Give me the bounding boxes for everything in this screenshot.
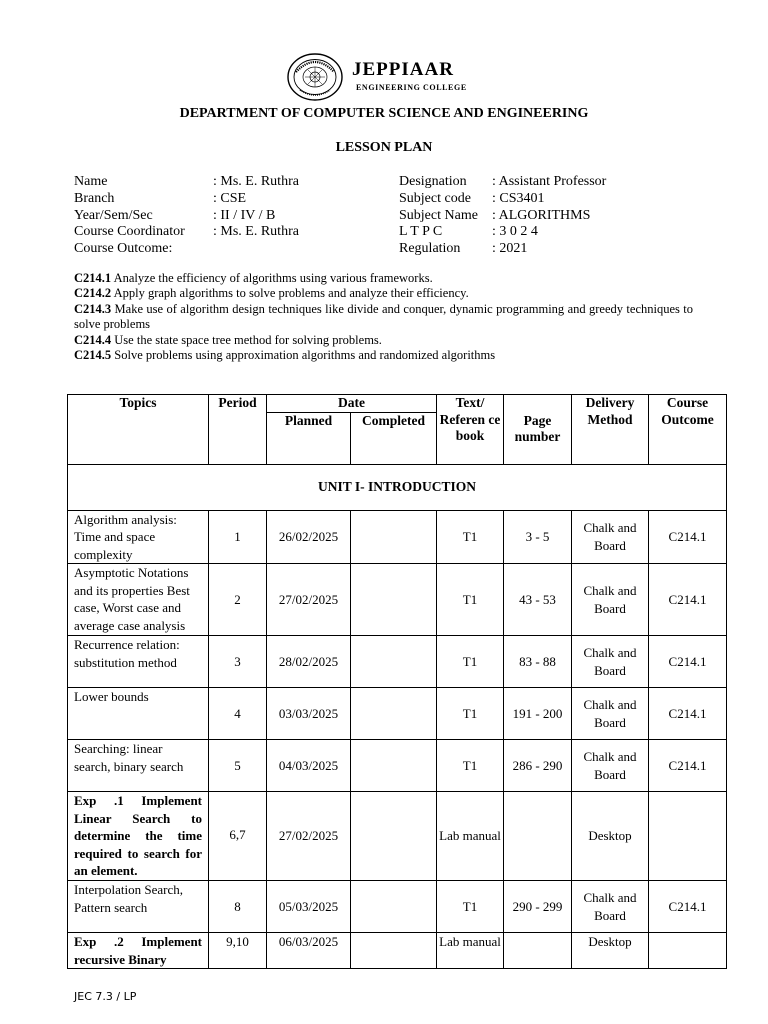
college-seal-logo: [286, 52, 344, 102]
info-label: Regulation: [399, 241, 461, 257]
info-row: [399, 191, 606, 208]
table-row: [68, 564, 727, 636]
page-number-cell: [504, 933, 572, 969]
outcome-item: [74, 333, 693, 348]
completed-date-cell: [351, 564, 437, 636]
topic-cell: Recurrence relation: substitution method: [68, 636, 209, 688]
info-row: [399, 208, 606, 225]
department-title: DEPARTMENT OF COMPUTER SCIENCE AND ENGINEERING: [179, 106, 589, 121]
topic-cell: Searching: linear search, binary search: [68, 740, 209, 792]
lesson-plan-table: [67, 394, 727, 969]
table-row: [68, 740, 727, 792]
period-cell: 5: [209, 740, 267, 792]
reference-cell: T1: [437, 740, 504, 792]
page-title: LESSON PLAN: [335, 140, 433, 155]
reference-cell: T1: [437, 636, 504, 688]
outcome-item: [74, 302, 693, 333]
info-label: Year/Sem/Sec: [74, 207, 153, 223]
header-text-ref: Text/ Referen ce book: [437, 395, 504, 465]
page-number-cell: 83 - 88: [504, 636, 572, 688]
info-value: : ALGORITHMS: [492, 207, 591, 223]
info-row: [399, 241, 606, 258]
planned-date-cell: 28/02/2025: [267, 636, 351, 688]
period-cell: 4: [209, 688, 267, 740]
table-row: [68, 933, 727, 969]
info-value: : 3 0 2 4: [492, 224, 538, 240]
planned-date-cell: 05/03/2025: [267, 881, 351, 933]
period-cell: 3: [209, 636, 267, 688]
course-outcome-cell: C214.1: [649, 510, 727, 564]
page-number-cell: 191 - 200: [504, 688, 572, 740]
info-value: : Ms. E. Ruthra: [213, 174, 299, 189]
table-header-row: [68, 395, 727, 413]
info-value: : CS3401: [492, 190, 545, 206]
reference-cell: T1: [437, 564, 504, 636]
outcome-item: [74, 348, 693, 363]
period-cell: 9,10: [209, 933, 267, 969]
planned-date-cell: 27/02/2025: [267, 564, 351, 636]
info-label: Subject code: [399, 190, 471, 206]
completed-date-cell: [351, 740, 437, 792]
outcome-item: [74, 271, 693, 286]
topic-cell: Asymptotic Notations and its properties Best case, Worst case and average case analysis: [68, 564, 209, 636]
outcome-code: C214.3: [74, 301, 112, 316]
header-page-number: Page number: [504, 395, 572, 465]
reference-cell: T1: [437, 688, 504, 740]
outcome-text: Solve problems using approximation algorithms and randomized algorithms: [111, 348, 496, 363]
info-row: [74, 208, 299, 225]
topic-cell: Algorithm analysis: Time and space complexity: [68, 510, 209, 564]
unit-title: UNIT I- INTRODUCTION: [68, 464, 727, 510]
planned-date-cell: 26/02/2025: [267, 510, 351, 564]
planned-date-cell: 06/03/2025: [267, 933, 351, 969]
outcome-text: Make use of algorithm design techniques like divide and conquer, dynamic programming and greedy techniques to solve problems: [74, 301, 693, 332]
course-outcome-cell: [649, 792, 727, 881]
delivery-method-cell: Desktop: [572, 933, 649, 969]
course-outcome-cell: C214.1: [649, 740, 727, 792]
topic-cell: Exp .1 Implement Linear Search to determine the time required to search for an element.: [68, 792, 209, 881]
table-row: [68, 792, 727, 881]
info-value: : Ms. E. Ruthra: [213, 224, 299, 240]
info-value: : Assistant Professor: [492, 174, 607, 189]
reference-cell: Lab manual: [437, 933, 504, 969]
header-completed: Completed: [351, 412, 437, 464]
info-value: : II / IV / B: [213, 207, 276, 223]
table-body: [68, 510, 727, 969]
info-row: [399, 174, 606, 191]
header-delivery-method: Delivery Method: [572, 395, 649, 465]
table-row: [68, 881, 727, 933]
page-number-cell: [504, 792, 572, 881]
info-label: Name: [74, 174, 108, 189]
course-outcome-cell: C214.1: [649, 881, 727, 933]
delivery-method-cell: Chalk and Board: [572, 881, 649, 933]
outcome-text: Analyze the efficiency of algorithms using various frameworks.: [111, 271, 433, 285]
college-subtitle: ENGINEERING COLLEGE: [356, 83, 467, 92]
header-course-outcome: Course Outcome: [649, 395, 727, 465]
topic-cell: Lower bounds: [68, 688, 209, 740]
page-number-cell: 286 - 290: [504, 740, 572, 792]
delivery-method-cell: Chalk and Board: [572, 740, 649, 792]
course-info-right: [399, 174, 606, 258]
completed-date-cell: [351, 636, 437, 688]
delivery-method-cell: Desktop: [572, 792, 649, 881]
info-row: [399, 224, 606, 241]
period-cell: 6,7: [209, 792, 267, 881]
course-outcome-cell: C214.1: [649, 564, 727, 636]
info-value: : 2021: [492, 241, 528, 257]
delivery-method-cell: Chalk and Board: [572, 564, 649, 636]
delivery-method-cell: Chalk and Board: [572, 510, 649, 564]
reference-cell: T1: [437, 881, 504, 933]
info-label: Course Coordinator: [74, 224, 185, 240]
info-row: [74, 224, 299, 241]
header-date: Date: [267, 395, 437, 413]
info-row: [74, 174, 299, 191]
reference-cell: T1: [437, 510, 504, 564]
outcome-code: C214.2: [74, 286, 112, 301]
course-outcome-cell: [649, 933, 727, 969]
planned-date-cell: 03/03/2025: [267, 688, 351, 740]
topic-cell: Exp .2 Implement recursive Binary: [68, 933, 209, 969]
period-cell: 1: [209, 510, 267, 564]
table-row: [68, 636, 727, 688]
delivery-method-cell: Chalk and Board: [572, 636, 649, 688]
completed-date-cell: [351, 881, 437, 933]
college-header: [0, 50, 768, 106]
outcome-code: C214.5: [74, 348, 112, 363]
header-period: Period: [209, 395, 267, 465]
planned-date-cell: 04/03/2025: [267, 740, 351, 792]
header-planned: Planned: [267, 412, 351, 464]
info-label: Branch: [74, 190, 115, 206]
delivery-method-cell: Chalk and Board: [572, 688, 649, 740]
completed-date-cell: [351, 792, 437, 881]
course-outcomes-list: [74, 271, 693, 363]
footer-doc-code: JEC 7.3 / LP: [74, 990, 137, 1003]
course-outcome-cell: C214.1: [649, 688, 727, 740]
table-row: [68, 510, 727, 564]
completed-date-cell: [351, 933, 437, 969]
info-value: : CSE: [213, 190, 247, 206]
lesson-plan-table-wrapper: [67, 394, 726, 969]
page-number-cell: 3 - 5: [504, 510, 572, 564]
table-row: [68, 688, 727, 740]
period-cell: 8: [209, 881, 267, 933]
info-label: Subject Name: [399, 207, 478, 223]
course-info-left: [74, 174, 299, 258]
reference-cell: Lab manual: [437, 792, 504, 881]
completed-date-cell: [351, 510, 437, 564]
course-outcome-cell: C214.1: [649, 636, 727, 688]
topic-cell: Interpolation Search, Pattern search: [68, 881, 209, 933]
info-label: Designation: [399, 174, 467, 189]
planned-date-cell: 27/02/2025: [267, 792, 351, 881]
header-topics: Topics: [68, 395, 209, 465]
outcome-text: Use the state space tree method for solving problems.: [111, 332, 382, 347]
outcome-item: [74, 286, 693, 301]
info-label: L T P C: [399, 224, 443, 240]
outcome-code: C214.4: [74, 332, 112, 347]
info-row: [74, 241, 299, 258]
period-cell: 2: [209, 564, 267, 636]
outcome-code: C214.1: [74, 271, 112, 285]
page-number-cell: 290 - 299: [504, 881, 572, 933]
info-row: [74, 191, 299, 208]
completed-date-cell: [351, 688, 437, 740]
unit-row: [68, 464, 727, 510]
outcome-text: Apply graph algorithms to solve problems and analyze their efficiency.: [111, 286, 469, 301]
info-label: Course Outcome:: [74, 241, 173, 257]
college-name: JEPPIAAR: [352, 59, 454, 80]
page-number-cell: 43 - 53: [504, 564, 572, 636]
